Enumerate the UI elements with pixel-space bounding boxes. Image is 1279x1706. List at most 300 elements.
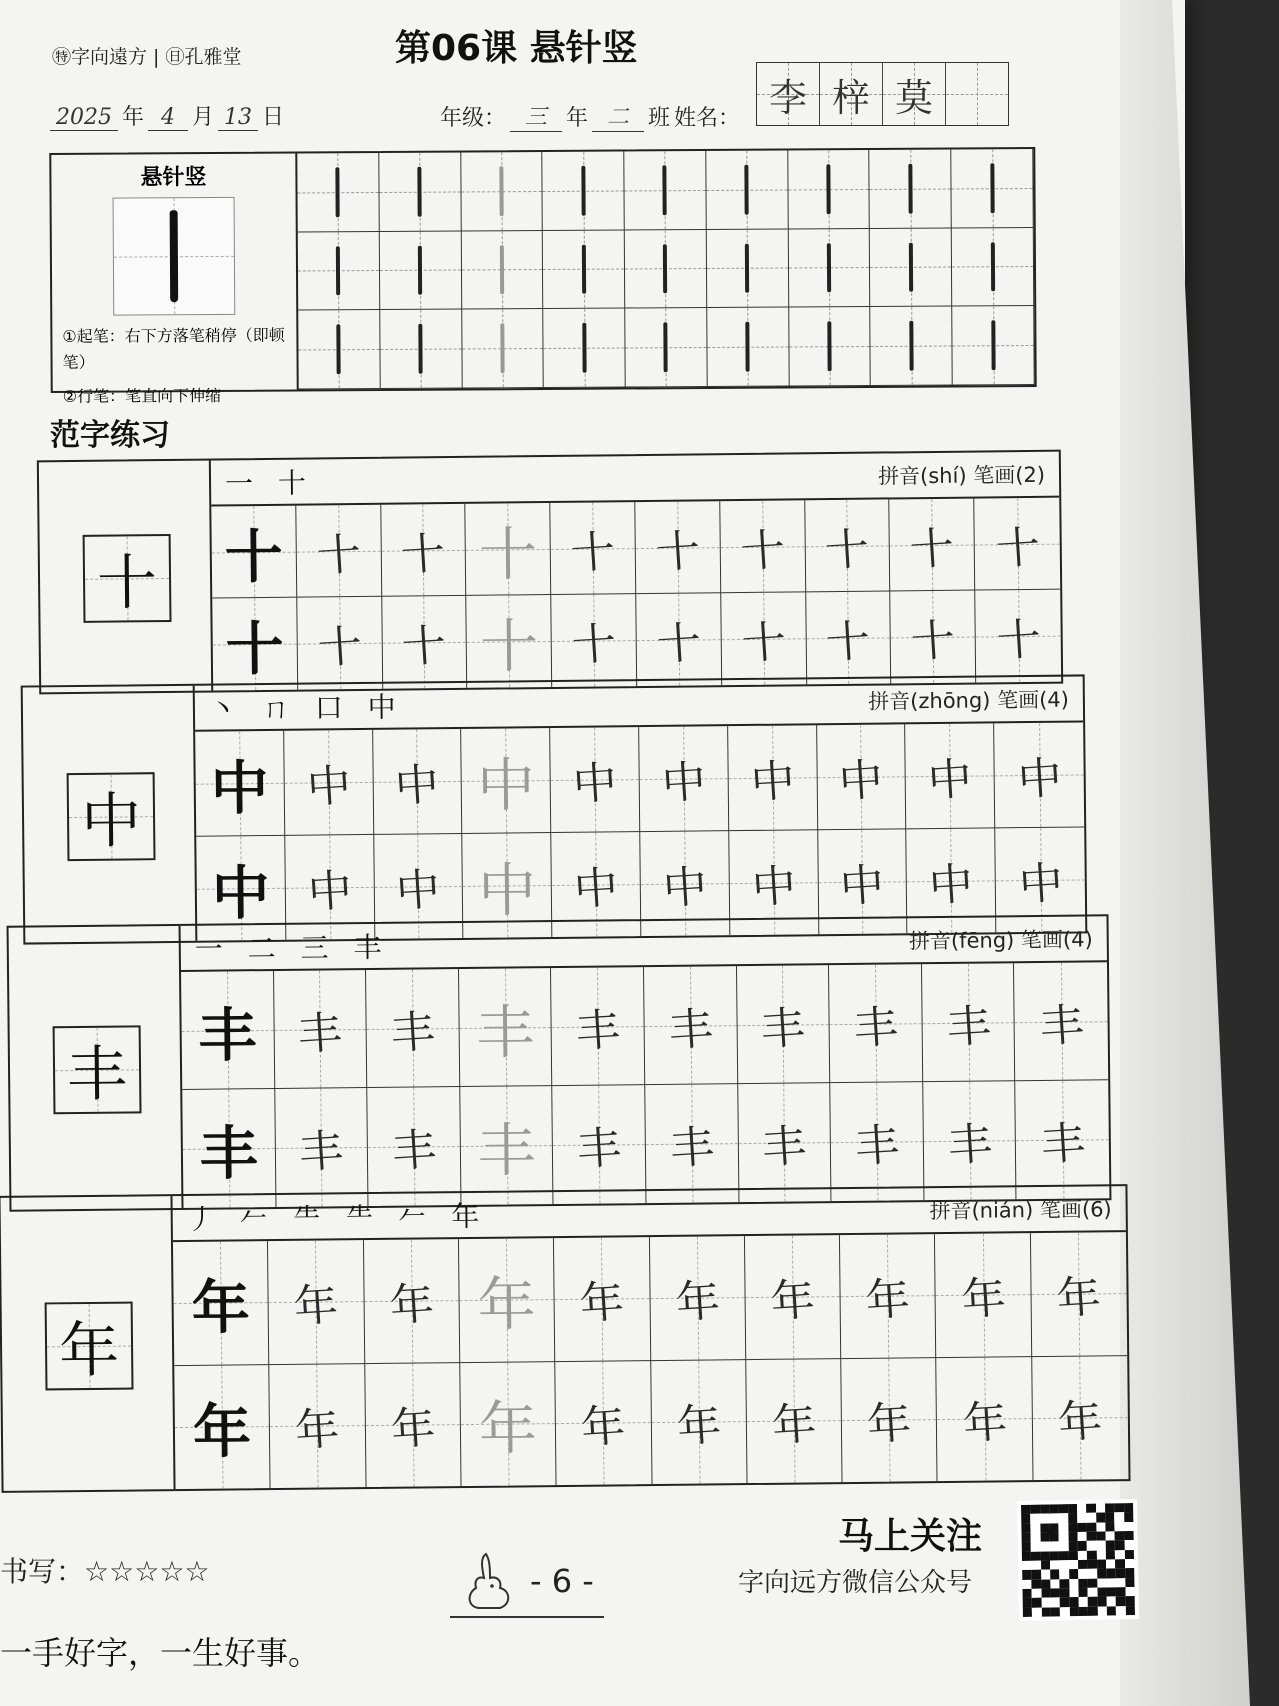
qr-module — [1058, 1504, 1067, 1513]
qr-module — [1124, 1503, 1133, 1512]
trace-cell: 丰 — [459, 968, 553, 1087]
qr-module — [1087, 1541, 1096, 1550]
qr-module — [1050, 1588, 1060, 1598]
trace-cell: 十 — [467, 595, 553, 688]
character-practice-area — [195, 676, 1086, 940]
qr-module — [1116, 1587, 1125, 1597]
vertical-stroke-mark — [827, 322, 831, 372]
pinyin-label: 拼音 — [868, 689, 911, 714]
character-meta — [909, 923, 1093, 955]
stroke-cell — [297, 153, 379, 232]
stroke-info-panel — [51, 153, 298, 406]
character-practice-area — [211, 452, 1061, 691]
qr-module — [1059, 1560, 1068, 1570]
qr-code-icon — [1017, 1499, 1139, 1621]
qr-module — [1078, 1588, 1088, 1598]
qr-module — [1106, 1541, 1116, 1550]
qr-module — [1097, 1597, 1106, 1606]
stroke-cell — [952, 228, 1034, 307]
handwritten-cell: 中 — [818, 829, 908, 934]
model-cell: 丰 — [181, 971, 275, 1090]
stroke-order: 一 十 — [224, 466, 315, 501]
qr-module — [1116, 1578, 1125, 1587]
strokes-label: 笔画 — [1020, 927, 1064, 953]
qr-module — [1021, 1514, 1030, 1523]
handwritten-cell: 中 — [550, 727, 640, 832]
qr-module — [1077, 1504, 1087, 1513]
qr-module — [1088, 1597, 1097, 1606]
handwritten-cell: 年 — [1031, 1232, 1128, 1356]
qr-module — [1049, 1532, 1059, 1542]
stroke-cell — [625, 308, 707, 387]
model-cell: 年 — [173, 1241, 270, 1365]
handwritten-cell: 丰 — [1014, 962, 1108, 1081]
handwritten-cell: 丰 — [737, 965, 831, 1084]
handwritten-cell: 丰 — [923, 1081, 1017, 1200]
qr-module — [1060, 1588, 1069, 1598]
qr-module — [1106, 1578, 1116, 1587]
qr-module — [1125, 1596, 1134, 1605]
name-label: 姓名： — [674, 106, 741, 131]
qr-module — [1124, 1531, 1133, 1541]
qr-module — [1078, 1578, 1088, 1587]
character-block — [7, 914, 1112, 1212]
vertical-stroke-mark — [990, 163, 994, 213]
day-label: 日 — [262, 105, 285, 130]
handwritten-cell: 丰 — [274, 970, 368, 1089]
qr-module — [1096, 1532, 1105, 1542]
pinyin-label: 拼音 — [877, 464, 921, 489]
model-cell: 十 — [212, 598, 298, 691]
stroke-cell — [951, 149, 1033, 228]
vertical-stroke-icon — [170, 210, 179, 302]
qr-module — [1032, 1579, 1041, 1588]
vertical-stroke-mark — [663, 165, 667, 215]
qr-module — [1069, 1597, 1078, 1606]
lesson-title: 第06课 悬针竖 — [395, 28, 638, 69]
handwritten-cell: 丰 — [644, 966, 738, 1085]
vertical-stroke-mark — [663, 244, 667, 294]
handwritten-cell: 中 — [906, 723, 996, 828]
qr-module — [1041, 1579, 1050, 1588]
stroke-cell — [461, 231, 543, 310]
qr-module — [1040, 1551, 1049, 1560]
qr-module — [1105, 1513, 1115, 1522]
strokes: (6) — [1081, 1197, 1112, 1222]
grade-label: 年级： — [440, 106, 507, 131]
qr-module — [1124, 1512, 1133, 1521]
stroke-cell — [788, 150, 870, 229]
qr-module — [1022, 1589, 1031, 1599]
handwritten-cell: 十 — [805, 499, 891, 592]
grade-value: 三 — [510, 100, 562, 132]
qr-module — [1078, 1550, 1088, 1559]
pinyin: (fēng) — [950, 928, 1015, 953]
qr-module — [1031, 1561, 1040, 1571]
character-meta — [868, 684, 1069, 716]
pinyin-label: 拼音 — [929, 1198, 972, 1224]
vertical-stroke-mark — [582, 244, 586, 294]
rating-label: 书写： — [0, 1555, 85, 1588]
qr-module — [1077, 1532, 1087, 1542]
qr-module — [1106, 1569, 1116, 1578]
qr-module — [1107, 1597, 1117, 1606]
model-character: 丰 — [53, 1025, 142, 1114]
model-character: 中 — [67, 772, 156, 861]
trace-cell: 十 — [466, 503, 552, 596]
qr-module — [1051, 1607, 1061, 1616]
qr-module — [1031, 1570, 1040, 1579]
vertical-stroke-mark — [991, 321, 995, 371]
handwritten-cell: 丰 — [275, 1088, 369, 1207]
stroke-cell — [870, 228, 952, 307]
qr-module — [1125, 1578, 1134, 1587]
qr-module — [1087, 1560, 1096, 1570]
qr-module — [1031, 1523, 1040, 1532]
trace-cell: 年 — [460, 1362, 557, 1486]
qr-module — [1022, 1551, 1031, 1560]
qr-module — [1124, 1522, 1133, 1531]
student-name-box — [756, 62, 1009, 126]
character-block — [21, 674, 1088, 944]
qr-module — [1115, 1513, 1124, 1522]
handwritten-cell: 十 — [974, 498, 1060, 591]
qr-module — [1040, 1514, 1049, 1523]
stroke-cell — [543, 152, 625, 231]
handwritten-cell: 中 — [284, 730, 374, 835]
handwritten-cell: 年 — [365, 1363, 462, 1487]
qr-module — [1059, 1569, 1068, 1578]
name-cell: 莫 — [883, 63, 946, 125]
stroke-cell — [379, 152, 461, 231]
qr-module — [1106, 1587, 1116, 1597]
handwritten-cell: 中 — [995, 827, 1085, 932]
handwritten-cell: 丰 — [366, 969, 460, 1088]
stroke-cell — [462, 309, 544, 388]
vertical-stroke-mark — [909, 242, 913, 292]
strokes-label: 笔画 — [973, 463, 1016, 488]
handwritten-cell: 十 — [721, 592, 807, 685]
handwritten-cell: 十 — [975, 590, 1061, 683]
qr-module — [1096, 1522, 1105, 1531]
strokes-label: 笔画 — [1039, 1197, 1083, 1223]
stroke-cell — [380, 310, 462, 389]
year-value: 2025 — [50, 105, 118, 131]
class-label: 班 — [648, 106, 671, 131]
qr-module — [1022, 1561, 1031, 1571]
qr-module — [1124, 1540, 1133, 1549]
stroke-order: 丿 𠂉 ⺧ ⺧ 𠂉 年 — [186, 1199, 488, 1236]
qr-module — [1115, 1541, 1124, 1550]
stroke-practice-grid — [297, 149, 1034, 389]
qr-module — [1124, 1550, 1133, 1559]
qr-module — [1041, 1598, 1050, 1607]
stroke-cell — [706, 151, 788, 230]
vertical-stroke-mark — [582, 323, 586, 373]
model-cell: 中 — [195, 731, 285, 836]
stroke-cell — [544, 309, 626, 388]
stroke-cell — [870, 150, 952, 229]
month-value: 4 — [148, 105, 188, 131]
handwritten-cell: 中 — [639, 726, 729, 831]
qr-module — [1030, 1505, 1039, 1514]
class-value: 二 — [592, 100, 644, 132]
handwritten-cell: 年 — [937, 1357, 1034, 1481]
qr-module — [1097, 1606, 1106, 1615]
stroke-cell — [543, 230, 625, 309]
name-cell — [946, 63, 1008, 125]
qr-module — [1096, 1513, 1105, 1522]
qr-module — [1060, 1607, 1069, 1616]
vertical-stroke-mark — [500, 245, 504, 295]
character-practice-area — [181, 916, 1110, 1208]
qr-module — [1078, 1560, 1088, 1570]
qr-module — [1116, 1606, 1125, 1615]
handwritten-cell: 中 — [285, 834, 375, 939]
qr-module — [1022, 1579, 1031, 1588]
qr-module — [1115, 1569, 1124, 1578]
qr-module — [1068, 1532, 1077, 1542]
class-row — [440, 100, 740, 132]
qr-module — [1032, 1598, 1041, 1607]
stroke-cell — [380, 231, 462, 310]
character-practice-grid — [211, 498, 1061, 691]
stroke-cell — [624, 151, 706, 230]
follow-text: 马上关注 — [838, 1516, 983, 1557]
handwritten-cell: 中 — [551, 832, 641, 937]
qr-module — [1040, 1504, 1049, 1513]
handwritten-cell: 年 — [270, 1364, 367, 1488]
handwritten-cell: 年 — [651, 1360, 748, 1484]
qr-module — [1105, 1503, 1115, 1512]
handwritten-cell: 丰 — [367, 1087, 461, 1206]
qr-module — [1096, 1541, 1105, 1550]
handwritten-cell: 中 — [374, 833, 464, 938]
handwritten-cell: 中 — [817, 724, 907, 829]
pinyin: (shí) — [919, 463, 967, 489]
stroke-cell — [707, 308, 789, 387]
rabbit-icon — [460, 1550, 520, 1612]
qr-module — [1079, 1606, 1089, 1615]
handwritten-cell: 十 — [550, 502, 636, 595]
handwritten-cell: 十 — [720, 500, 806, 593]
qr-module — [1021, 1505, 1030, 1514]
qr-module — [1031, 1551, 1040, 1560]
model-character: 十 — [83, 534, 172, 623]
vertical-stroke-mark — [336, 246, 340, 296]
qr-module — [1078, 1569, 1088, 1578]
stroke-cell — [789, 307, 871, 386]
qr-module — [1022, 1570, 1031, 1579]
handwritten-cell: 丰 — [922, 963, 1016, 1082]
model-character-panel — [23, 686, 198, 943]
strokes-label: 笔画 — [997, 687, 1040, 713]
qr-module — [1096, 1550, 1105, 1559]
vertical-stroke-mark — [908, 164, 912, 214]
model-character-panel — [0, 1196, 175, 1491]
vertical-stroke-mark — [418, 324, 422, 374]
account-text: 字向远方微信公众号 — [738, 1568, 973, 1598]
vertical-stroke-mark — [336, 167, 340, 217]
qr-module — [1022, 1542, 1031, 1551]
vertical-stroke-mark — [500, 324, 504, 374]
character-practice-grid — [173, 1232, 1129, 1489]
stroke-cell — [625, 230, 707, 309]
qr-module — [1088, 1578, 1097, 1587]
qr-module — [1087, 1513, 1096, 1522]
handwritten-cell: 十 — [381, 504, 467, 597]
qr-module — [1125, 1606, 1134, 1615]
qr-module — [1069, 1569, 1078, 1578]
handwritten-cell: 丰 — [553, 1085, 647, 1204]
handwritten-cell: 丰 — [830, 1082, 924, 1201]
character-block — [37, 450, 1063, 695]
handwritten-cell: 十 — [551, 594, 637, 687]
qr-module — [1041, 1570, 1050, 1579]
handwritten-cell: 丰 — [738, 1083, 832, 1202]
stroke-practice-section — [49, 147, 1036, 406]
handwritten-cell: 丰 — [829, 964, 923, 1083]
qr-module — [1069, 1607, 1078, 1616]
strokes: (4) — [1039, 687, 1070, 712]
vertical-stroke-mark — [418, 245, 422, 295]
handwritten-cell: 中 — [994, 722, 1084, 827]
pinyin: (nián) — [971, 1198, 1034, 1223]
qr-module — [1087, 1532, 1096, 1542]
qr-module — [1050, 1542, 1060, 1551]
qr-module — [1041, 1607, 1050, 1616]
qr-module — [1050, 1570, 1060, 1579]
handwritten-cell: 年 — [745, 1235, 842, 1359]
qr-module — [1022, 1533, 1031, 1543]
handwritten-cell: 年 — [555, 1361, 652, 1485]
handwritten-cell: 年 — [840, 1234, 937, 1358]
qr-module — [1096, 1504, 1105, 1513]
stroke-cell — [461, 152, 543, 231]
day-value: 13 — [218, 105, 258, 131]
qr-module — [1060, 1579, 1069, 1588]
qr-module — [1068, 1541, 1077, 1550]
vertical-stroke-mark — [418, 167, 422, 217]
qr-module — [1105, 1531, 1115, 1541]
vertical-stroke-mark — [827, 243, 831, 293]
qr-module — [1077, 1513, 1087, 1522]
qr-module — [1068, 1504, 1077, 1513]
handwritten-cell: 十 — [636, 593, 722, 686]
name-cell: 梓 — [820, 63, 883, 125]
qr-module — [1069, 1588, 1078, 1598]
stroke-diagram-image — [113, 197, 236, 316]
trace-cell: 年 — [459, 1238, 556, 1362]
pinyin-label: 拼音 — [908, 928, 952, 954]
qr-module — [1060, 1597, 1069, 1606]
model-character-panel — [39, 461, 213, 693]
character-meta — [878, 459, 1045, 491]
handwritten-cell: 中 — [640, 831, 730, 936]
handwritten-cell: 中 — [728, 725, 818, 830]
model-cell: 中 — [196, 835, 286, 940]
qr-module — [1105, 1522, 1115, 1531]
qr-module — [1115, 1522, 1124, 1531]
pinyin: (zhōng) — [910, 688, 991, 714]
qr-module — [1021, 1523, 1030, 1532]
handwritten-cell: 中 — [729, 830, 819, 935]
motto: 一手好字，一生好事。 — [0, 1634, 321, 1672]
qr-module — [1097, 1587, 1106, 1597]
qr-module — [1125, 1587, 1134, 1597]
qr-module — [1068, 1523, 1077, 1532]
vertical-stroke-mark — [990, 242, 994, 292]
handwritten-cell: 年 — [841, 1358, 938, 1482]
qr-module — [1041, 1560, 1050, 1570]
trace-cell: 中 — [463, 833, 553, 938]
qr-module — [1077, 1522, 1087, 1531]
qr-module — [1059, 1551, 1068, 1560]
qr-module — [1069, 1560, 1078, 1570]
handwritten-cell: 十 — [635, 501, 721, 594]
qr-module — [1049, 1523, 1059, 1532]
handwritten-cell: 十 — [297, 597, 383, 690]
page-number: - 6 - — [530, 1562, 594, 1600]
stroke-order: 丶 ㄇ 口 中 — [208, 690, 404, 726]
stroke-cell — [871, 307, 953, 386]
qr-module — [1115, 1559, 1124, 1569]
paper-stack-edge — [1120, 0, 1250, 1706]
name-cell: 李 — [757, 63, 820, 125]
handwritten-cell: 年 — [364, 1239, 461, 1363]
handwritten-cell: 丰 — [1016, 1080, 1110, 1199]
handwritten-cell: 年 — [268, 1240, 365, 1364]
qr-module — [1051, 1598, 1061, 1607]
vertical-stroke-mark — [745, 165, 749, 215]
model-cell: 年 — [174, 1365, 271, 1489]
qr-module — [1059, 1513, 1068, 1522]
character-practice-area — [172, 1186, 1128, 1489]
handwritten-cell: 十 — [806, 591, 892, 684]
vertical-stroke-mark — [746, 322, 750, 372]
qr-module — [1031, 1533, 1040, 1543]
qr-module — [1031, 1514, 1040, 1523]
rating-stars: ☆☆☆☆☆ — [84, 1555, 210, 1588]
character-meta — [929, 1193, 1111, 1225]
handwritten-cell: 丰 — [645, 1084, 739, 1203]
qr-module — [1086, 1504, 1095, 1513]
model-cell: 丰 — [182, 1089, 276, 1208]
stroke-cell — [788, 229, 870, 308]
qr-module — [1041, 1588, 1050, 1598]
qr-module — [1088, 1606, 1097, 1615]
qr-module — [1079, 1597, 1089, 1606]
qr-module — [1069, 1579, 1078, 1588]
qr-module — [1050, 1551, 1060, 1560]
strokes: (4) — [1062, 927, 1093, 952]
qr-module — [1068, 1551, 1077, 1560]
handwritten-cell: 中 — [373, 729, 463, 834]
vertical-stroke-mark — [909, 321, 913, 371]
qr-module — [1097, 1559, 1106, 1569]
stroke-cell — [707, 229, 789, 308]
stroke-tip-1: ①起笔：右下方落笔稍停（即顿笔） — [62, 325, 285, 372]
qr-module — [1115, 1550, 1124, 1559]
trace-cell: 中 — [462, 728, 552, 833]
model-cell: 十 — [211, 506, 297, 599]
vertical-stroke-mark — [664, 323, 668, 373]
handwritten-cell: 年 — [649, 1236, 746, 1360]
grade-year-label: 年 — [566, 106, 589, 131]
qr-module — [1106, 1559, 1116, 1569]
qr-module — [1040, 1542, 1049, 1551]
qr-module — [1059, 1532, 1068, 1542]
